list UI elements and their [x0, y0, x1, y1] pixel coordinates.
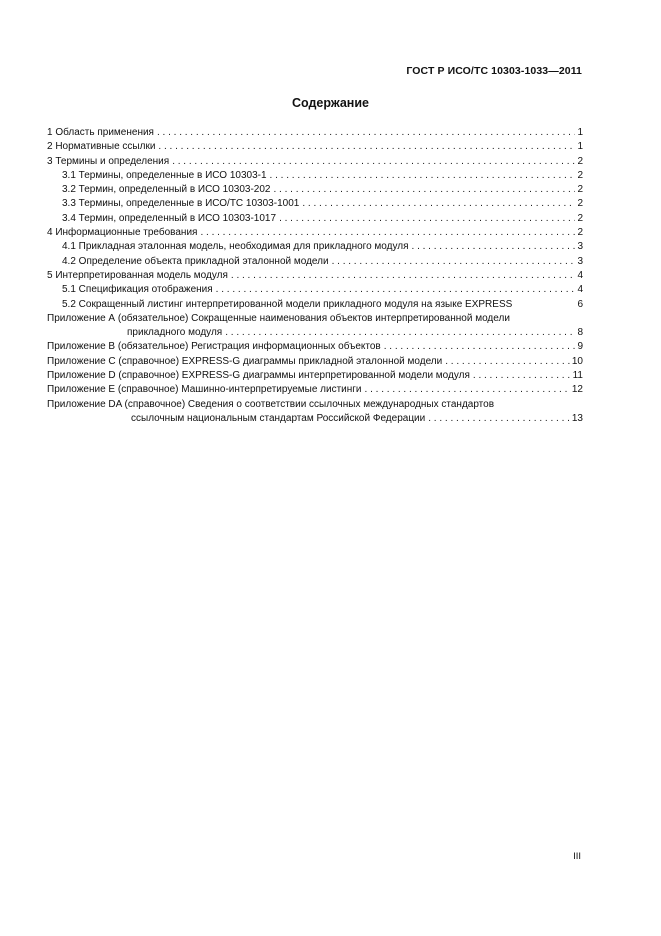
- document-code: ГОСТ Р ИСО/ТС 10303-1033—2011: [406, 65, 582, 77]
- toc-entry-label: 4.2 Определение объекта прикладной эталонной модели: [62, 255, 329, 267]
- toc-entry[interactable]: [47, 155, 583, 169]
- toc-entry-label: 3.4 Термин, определенный в ИСО 10303-1017: [62, 212, 277, 224]
- toc-entry-label: Приложение А (обязательное) Сокращенные наименования объектов интерпретированной модели: [47, 312, 510, 324]
- toc-leader-dots: [216, 283, 576, 297]
- toc-leader-dots: [225, 326, 575, 340]
- toc-entry-label: 2 Нормативные ссылки: [47, 141, 156, 153]
- toc-entry-page: 3: [577, 241, 583, 253]
- toc-leader-dots: [332, 255, 576, 269]
- toc-leader-dots: [473, 369, 571, 383]
- toc-entry-page: 4: [577, 269, 583, 281]
- table-of-contents: [47, 126, 583, 426]
- toc-entry-label: прикладного модуля: [127, 327, 223, 339]
- toc-leader-dots: [279, 212, 575, 226]
- toc-entry-page: 1: [577, 141, 583, 153]
- toc-entry-page: 2: [577, 184, 583, 196]
- toc-entry-label: 5.2 Сокращенный листинг интерпретированной модели прикладного модуля на языке EXPRESS: [62, 298, 513, 310]
- toc-entry[interactable]: [47, 197, 583, 211]
- toc-entry[interactable]: [47, 355, 583, 369]
- toc-leader-dots: [157, 126, 575, 140]
- toc-entry[interactable]: [47, 298, 583, 312]
- toc-entry-page: 2: [577, 169, 583, 181]
- toc-entry-label: 4 Информационные требования: [47, 227, 198, 239]
- toc-entry[interactable]: [47, 340, 583, 354]
- toc-entry-label: ссылочным национальным стандартам Российской Федерации: [131, 412, 426, 424]
- toc-entry-label: 3 Термины и определения: [47, 155, 170, 167]
- toc-entry-page: 2: [577, 212, 583, 224]
- toc-title: Содержание: [291, 96, 369, 110]
- toc-entry[interactable]: [47, 312, 583, 326]
- toc-leader-dots: [428, 412, 570, 426]
- toc-entry-label: Приложение В (обязательное) Регистрация информационных объектов: [47, 341, 381, 353]
- toc-entry-label: 5.1 Спецификация отображения: [62, 284, 213, 296]
- toc-leader-dots: [384, 340, 576, 354]
- toc-entry-label: 3.2 Термин, определенный в ИСО 10303-202: [62, 184, 271, 196]
- toc-entry-label: Приложение DA (справочное) Сведения о соответствии ссылочных международных стандартов: [47, 398, 495, 410]
- toc-entry-label: Приложение Е (справочное) Машинно-интерпретируемые листинги: [47, 384, 362, 396]
- toc-leader-dots: [158, 140, 575, 154]
- toc-entry-page: 9: [577, 341, 583, 353]
- toc-entry-page: 2: [577, 155, 583, 167]
- toc-entry-page: 12: [571, 384, 583, 396]
- toc-entry-label: 1 Область применения: [47, 127, 154, 138]
- toc-leader-dots: [200, 226, 575, 240]
- toc-entry-page: 4: [577, 284, 583, 296]
- toc-entry[interactable]: [47, 412, 583, 426]
- toc-entry-page: 2: [577, 227, 583, 239]
- toc-entry[interactable]: [47, 212, 583, 226]
- toc-entry[interactable]: [47, 369, 583, 383]
- toc-entry[interactable]: [47, 326, 583, 340]
- toc-entry-label: 3.1 Термины, определенные в ИСО 10303-1: [62, 169, 267, 181]
- toc-leader-dots: [172, 155, 575, 169]
- toc-leader-dots: [274, 183, 576, 197]
- toc-entry[interactable]: [47, 169, 583, 183]
- toc-entry[interactable]: [47, 398, 583, 412]
- toc-leader-dots: [445, 355, 570, 369]
- toc-leader-dots: [365, 383, 570, 397]
- toc-entry-label: Приложение D (справочное) EXPRESS-G диаграммы интерпретированной модели модуля: [47, 370, 470, 382]
- toc-entry-page: 2: [577, 198, 583, 210]
- toc-entry[interactable]: [47, 240, 583, 254]
- toc-leader-dots: [302, 197, 575, 211]
- toc-entry-page: 3: [577, 255, 583, 267]
- toc-entry-page: 8: [577, 327, 583, 339]
- toc-entry-page: 11: [572, 370, 583, 382]
- toc-entry[interactable]: [47, 183, 583, 197]
- toc-entry[interactable]: [47, 269, 583, 283]
- toc-entry[interactable]: [47, 255, 583, 269]
- toc-entry-label: 5 Интерпретированная модель модуля: [47, 269, 228, 281]
- toc-entry-label: Приложение С (справочное) EXPRESS-G диаграммы прикладной эталонной модели: [47, 355, 443, 367]
- toc-entry-page: 13: [571, 412, 583, 424]
- toc-entry-label: 3.3 Термины, определенные в ИСО/ТС 10303-1001: [62, 198, 300, 210]
- toc-leader-dots: [412, 240, 576, 254]
- toc-entry-page: 10: [571, 355, 583, 367]
- toc-leader-dots: [270, 169, 576, 183]
- toc-entry-page: 1: [577, 127, 583, 138]
- toc-leader-dots: [231, 269, 576, 283]
- toc-entry[interactable]: [47, 283, 583, 297]
- toc-entry-label: 4.1 Прикладная эталонная модель, необходимая для прикладного модуля: [62, 241, 409, 253]
- toc-entry[interactable]: [47, 226, 583, 240]
- toc-entry[interactable]: [47, 126, 583, 140]
- toc-entry-page: 6: [577, 298, 583, 310]
- toc-entry[interactable]: [47, 383, 583, 397]
- toc-entry[interactable]: [47, 140, 583, 154]
- page-number-roman: III: [573, 851, 581, 862]
